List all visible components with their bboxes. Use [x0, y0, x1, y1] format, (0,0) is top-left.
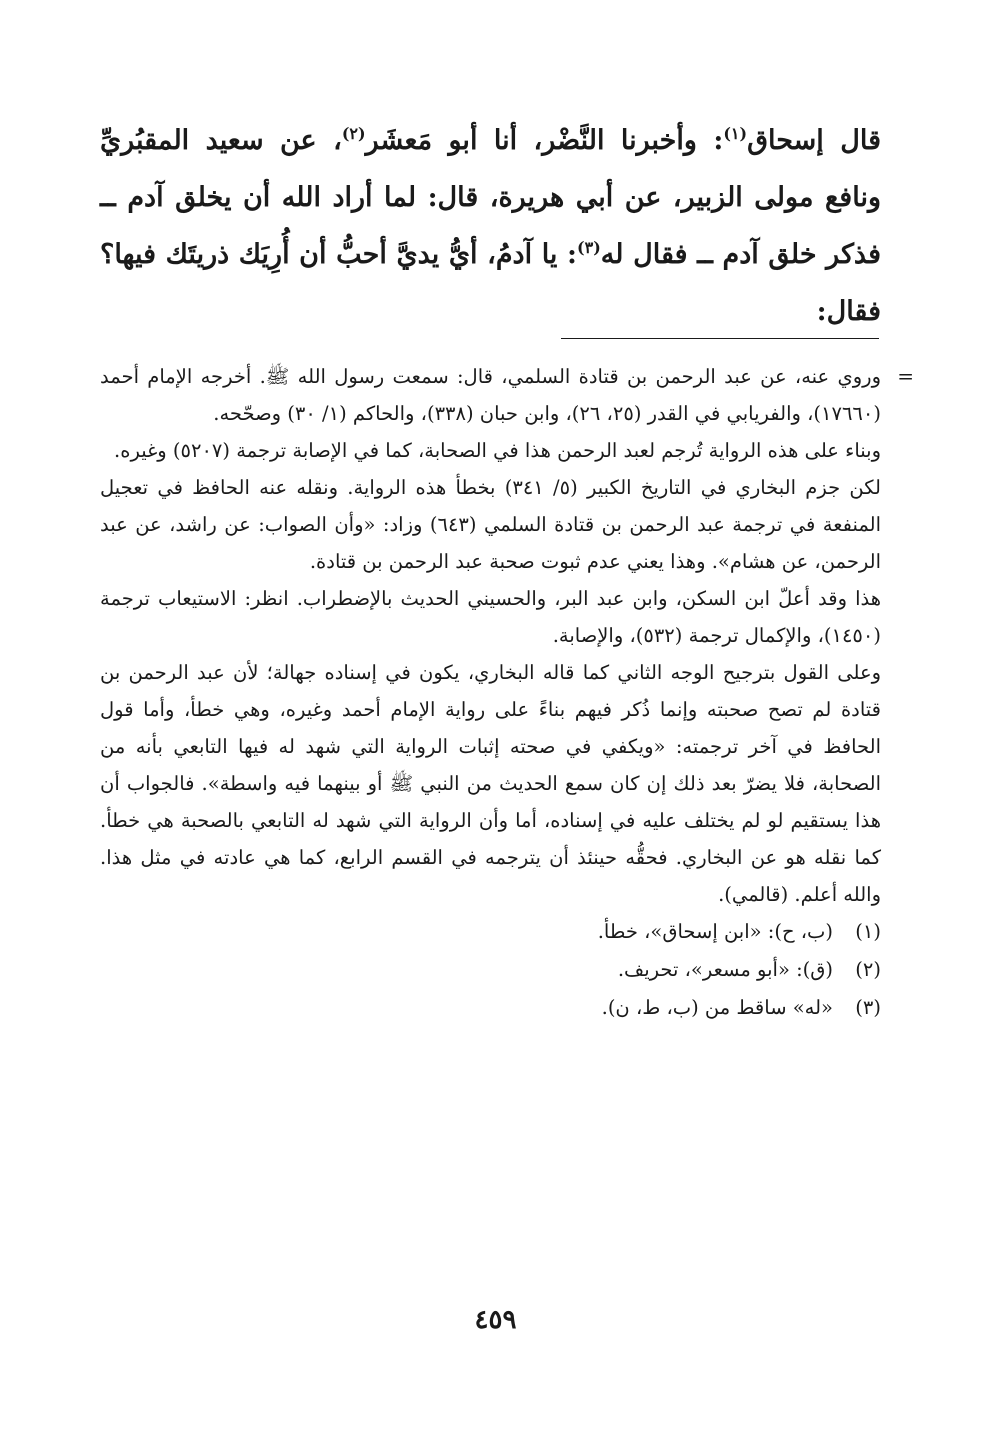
footnote-paragraph-2: وبناء على هذه الرواية تُرجم لعبد الرحمن هذا في الصحابة، كما في الإصابة ترجمة (٥٢٠٧) وغيره. [114, 439, 881, 462]
footnote-ref-1: (١) [723, 124, 748, 143]
numbered-notes-list [100, 913, 881, 1027]
main-text-part-4: : يا آدمُ، أيُّ يديَّ أحبُّ أن أُرِيَك ذريتَك فيها؟ فقال: [100, 239, 881, 327]
main-text-part-3: ، عن سعيد المقبُريِّ ونافع مولى الزبير، عن أبي هريرة، قال: لما أراد الله أن يخلق آدم ــ فذكر خلق آدم ــ فقال له [100, 125, 881, 270]
note-text: (ق): «أبو مسعر»، تحريف. [617, 958, 833, 981]
main-text-block [100, 112, 881, 340]
note-number: (١) [855, 920, 881, 943]
footnote-paragraph-5: وعلى القول بترجيح الوجه الثاني كما قاله البخاري، يكون في إسناده جهالة؛ لأن عبد الرحمن بن قتادة لم تصح صحبته وإنما ذُكر فيهم بناءً على رواية الإمام أحمد وغيره، وهي خطأ، وأما قول الحافظ في آخر ترجمته: «ويكفي في صحته إثبات الرواية التي شهد له فيها التابعي بأنه من الصحابة، فلا يضرّ بعد ذلك إن كان سمع الحديث من النبي ﷺ أو بينهما فيه واسطة». فالجواب أن هذا يستقيم لو لم يختلف عليه في إسناده، أما وأن الرواية التي شهد له التابعي بالصحبة هي خطأ. كما نقله هو عن البخاري. فحقُّه حينئذ أن يترجمه في القسم الرابع، كما هي عادته في مثل هذا. والله أعلم. (قالمي). [100, 661, 881, 906]
footnote-paragraph-4: هذا وقد أعلّ ابن السكن، وابن عبد البر، والحسيني الحديث بالإضطراب. انظر: الاستيعاب ترجمة (١٤٥٠)، والإكمال ترجمة (٥٣٢)، والإصابة. [100, 587, 881, 647]
continuation-mark: = [897, 364, 914, 388]
page-number: ٤٥٩ [474, 1305, 517, 1335]
footnote-paragraph-3: لكن جزم البخاري في التاريخ الكبير (٥/ ٣٤١) بخطأ هذه الرواية. ونقله عنه الحافظ في تعجيل المنفعة في ترجمة عبد الرحمن بن قتادة السلمي (٦٤٣) وزاد: «وأن الصواب: عن راشد، عن عبد الرحمن، عن هشام». وهذا يعني عدم ثبوت صحبة عبد الرحمن بن قتادة. [100, 476, 881, 573]
note-number: (٢) [855, 958, 881, 981]
footnote-ref-3: (٣) [577, 238, 601, 257]
footnote-separator-line [561, 338, 879, 339]
numbered-note-3 [100, 989, 881, 1027]
footnote-paragraph-1-text: وروي عنه، عن عبد الرحمن بن قتادة السلمي، قال: سمعت رسول الله ﷺ. أخرجه الإمام أحمد (١٧٦٦٠)، والفريابي في القدر (٢٥، ٢٦)، وابن حبان (٣٣٨)، والحاكم (١/ ٣٠) وصحّحه. [100, 365, 881, 425]
note-number: (٣) [855, 996, 881, 1019]
footnote-ref-2: (٢) [341, 124, 366, 143]
footnote-paragraph-1 [100, 358, 914, 432]
footnotes-section [100, 358, 914, 1027]
numbered-note-1 [100, 913, 881, 951]
note-text: (ب، ح): «ابن إسحاق»، خطأ. [597, 920, 833, 943]
main-text-part-2: : وأخبرنا النَّضْر، أنا أبو مَعشَر [365, 125, 724, 156]
main-text-part-1: قال إسحاق [747, 125, 881, 156]
note-text: «له» ساقط من (ب، ط، ن). [601, 996, 833, 1019]
numbered-note-2 [100, 951, 881, 989]
